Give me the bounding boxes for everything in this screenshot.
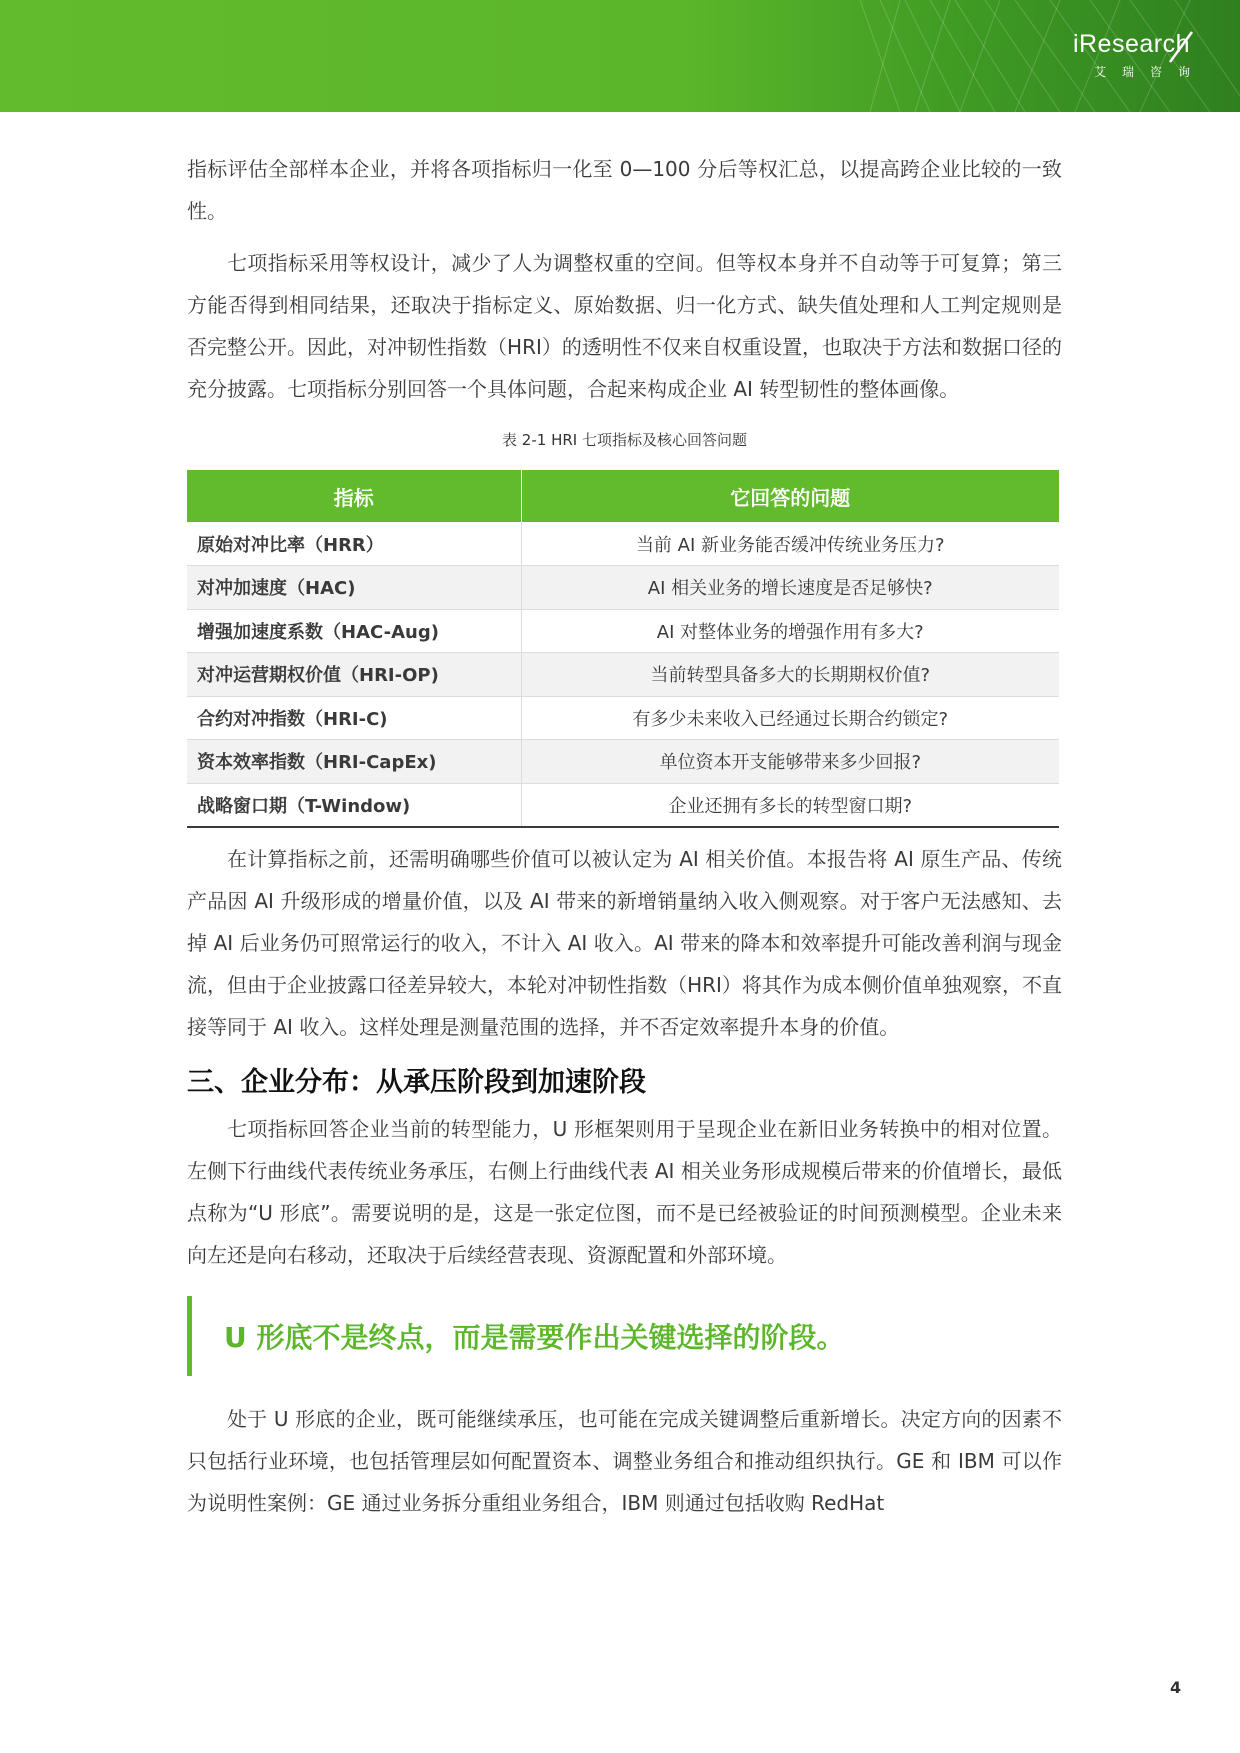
paragraph-5: 处于 U 形底的企业，既可能继续承压，也可能在完成关键调整后重新增长。决定方向的因素不只包括行业环境，也包括管理层如何配置资本、调整业务组合和推动组织执行。GE 和 IBM 可以作为说明性案例：GE 通过业务拆分重组业务组合，IBM 则通过包括收购 RedHat	[187, 1406, 1062, 1515]
table-header-row	[187, 470, 1059, 522]
table-cell-question: 当前 AI 新业务能否缓冲传统业务压力?	[521, 522, 1059, 566]
table-cell-question: 当前转型具备多大的长期期权价值?	[521, 653, 1059, 697]
table-cell-indicator: 对冲运营期权价值（HRI-OP)	[187, 653, 521, 697]
table-cell-indicator: 对冲加速度（HAC)	[187, 566, 521, 610]
table-row	[187, 653, 1059, 697]
page-number: 4	[1170, 1678, 1182, 1697]
callout-box	[187, 1296, 1062, 1376]
table-row	[187, 740, 1059, 784]
table-header-indicator: 指标	[187, 470, 521, 522]
table-row	[187, 566, 1059, 610]
table-cell-indicator: 战略窗口期（T-Window)	[187, 783, 521, 827]
table-row	[187, 696, 1059, 740]
table-cell-indicator: 资本效率指数（HRI-CapEx)	[187, 740, 521, 784]
table-cell-question: 单位资本开支能够带来多少回报?	[521, 740, 1059, 784]
table-cell-question: 有多少未来收入已经通过长期合约锁定?	[521, 696, 1059, 740]
header-band	[0, 0, 1240, 112]
paragraph-4: 七项指标回答企业当前的转型能力，U 形框架则用于呈现企业在新旧业务转换中的相对位置。左侧下行曲线代表传统业务承压，右侧上行曲线代表 AI 相关业务形成规模后带来的价值增长，最低点称为“U 形底”。需要说明的是，这是一张定位图，而不是已经被验证的时间预测模型。企业未来向左还是向右移动，还取决于后续经营表现、资源配置和外部环境。	[187, 1116, 1062, 1267]
paragraph-1: 指标评估全部样本企业，并将各项指标归一化至 0—100 分后等权汇总，以提高跨企业比较的一致性。	[187, 157, 1062, 223]
hri-indicator-table	[187, 470, 1059, 828]
logo-text: iResearch	[1072, 30, 1190, 58]
logo-subtitle: 艾瑞咨询	[1093, 65, 1206, 79]
table-caption: 表 2-1 HRI 七项指标及核心回答问题	[502, 431, 747, 449]
logo-swoosh-icon	[1166, 30, 1196, 64]
paragraph-2: 七项指标采用等权设计，减少了人为调整权重的空间。但等权本身并不自动等于可复算；第三方能否得到相同结果，还取决于指标定义、原始数据、归一化方式、缺失值处理和人工判定规则是否完整公开。因此，对冲韧性指数（HRI）的透明性不仅来自权重设置，也取决于方法和数据口径的充分披露。七项指标分别回答一个具体问题，合起来构成企业 AI 转型韧性的整体画像。	[187, 251, 1062, 401]
table-cell-indicator: 原始对冲比率（HRR）	[187, 522, 521, 566]
table-cell-question: AI 相关业务的增长速度是否足够快?	[521, 566, 1059, 610]
table-cell-question: 企业还拥有多长的转型窗口期?	[668, 795, 913, 817]
paragraph-3: 在计算指标之前，还需明确哪些价值可以被认定为 AI 相关价值。本报告将 AI 原生产品、传统产品因 AI 升级形成的增量价值，以及 AI 带来的新增销量纳入收入侧观察。对于客户无法感知、去掉 AI 后业务仍可照常运行的收入，不计入 AI 收入。AI 带来的降本和效率提升可能改善利润与现金流，但由于企业披露口径差异较大，本轮对冲韧性指数（HRI）将其作为成本侧价值单独观察，不直接等同于 AI 收入。这样处理是测量范围的选择，并不否定效率提升本身的价值。	[187, 846, 1062, 1039]
page-content	[187, 148, 1062, 1524]
callout-text: U 形底不是终点，而是需要作出关键选择的阶段。	[224, 1320, 845, 1354]
table-header-question: 它回答的问题	[521, 470, 1059, 522]
section-heading: 三、企业分布：从承压阶段到加速阶段	[187, 1066, 646, 1098]
table-cell-indicator: 增强加速度系数（HAC-Aug)	[187, 609, 521, 653]
table-row	[187, 609, 1059, 653]
table-row	[187, 783, 1059, 827]
table-row	[187, 522, 1059, 566]
table-cell-question: AI 对整体业务的增强作用有多大?	[521, 609, 1059, 653]
iresearch-logo	[996, 30, 1206, 80]
table-cell-indicator: 合约对冲指数（HRI-C)	[187, 696, 521, 740]
